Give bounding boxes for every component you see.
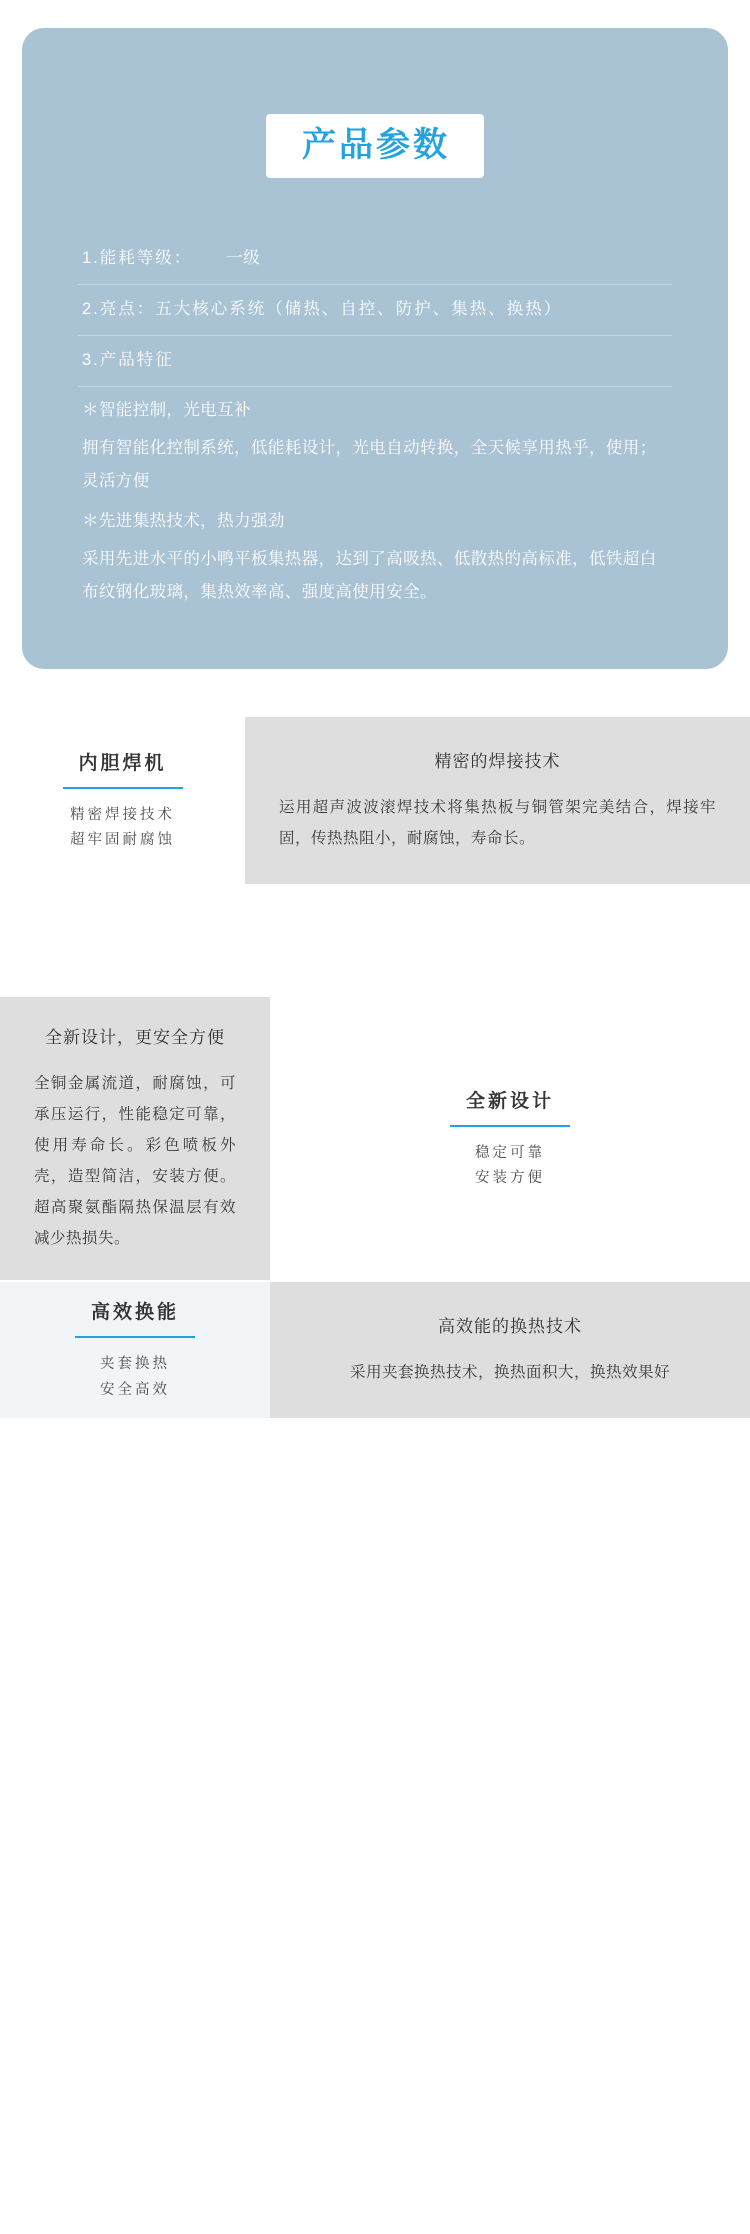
label-block-heat-exchange [0, 1297, 270, 1403]
feature-2-title: ＊先进集热技术，热力强劲 [82, 511, 285, 530]
spacer [0, 669, 750, 717]
section-new-design-text-cell [0, 997, 270, 1280]
section-new-design-label-cell [270, 997, 750, 1280]
label-sub-new-design-line2: 安装方便 [475, 1170, 545, 1187]
text-block-welding [245, 747, 750, 854]
spec-row-features [78, 336, 672, 387]
label-sub-welding-line2: 超牢固耐腐蚀 [70, 832, 175, 849]
hero-title-wrap [22, 114, 728, 178]
page-title: 产品参数 [266, 114, 484, 178]
label-title-welding: 内胆焊机 [78, 752, 167, 774]
label-sub-heat-exchange-line1: 夹套换热 [100, 1356, 170, 1373]
text-heading-new-design: 全新设计，更安全方便 [45, 1028, 225, 1048]
section-heat-exchange-label-cell [0, 1282, 270, 1418]
spec-row-energy-grade [78, 234, 672, 285]
spec-row-highlights [78, 285, 672, 336]
text-heading-welding: 精密的焊接技术 [434, 752, 561, 772]
spec-label-energy-grade: 1.能耗等级： [82, 249, 193, 267]
text-body-new-design: 全铜金属流道，耐腐蚀，可承压运行，性能稳定可靠，使用寿命长。彩色喷板外壳，造型简洁，安装方便。超高聚氨酯隔热保温层有效减少热损失。 [34, 1075, 236, 1248]
text-heading-heat-exchange: 高效能的换热技术 [438, 1317, 582, 1337]
spec-value-energy-grade: 一级 [226, 249, 261, 267]
accent-rule [63, 787, 183, 789]
text-block-heat-exchange [270, 1312, 750, 1388]
spec-label-features: 3.产品特征 [82, 350, 174, 369]
label-block-new-design [270, 1086, 750, 1192]
label-sub-heat-exchange-line2: 安全高效 [100, 1381, 170, 1398]
spec-label-highlights: 2.亮点：五大核心系统（储热、自控、防护、集热、换热） [82, 299, 563, 318]
label-sub-welding-line1: 精密焊接技术 [70, 806, 175, 823]
label-title-heat-exchange: 高效换能 [90, 1302, 179, 1324]
section-heat-exchange [0, 1282, 750, 1537]
spec-list [78, 234, 672, 609]
accent-rule [75, 1336, 195, 1338]
section-welding-label-cell [0, 717, 245, 884]
section-heat-exchange-text-cell [270, 1282, 750, 1418]
spacer-bottom [0, 1537, 750, 1727]
section-welding-text-cell [245, 717, 750, 884]
hero-panel [22, 28, 728, 669]
section-new-design [0, 997, 750, 1252]
feature-1-title: ＊智能控制，光电互补 [82, 400, 251, 419]
label-title-new-design: 全新设计 [465, 1090, 554, 1112]
label-sub-new-design-line1: 稳定可靠 [475, 1144, 545, 1161]
spacer [0, 967, 750, 997]
feature-1-body: 拥有智能化控制系统，低能耗设计，光电自动转换，全天候享用热乎，使用；灵活方便 [82, 438, 657, 490]
text-body-welding: 运用超声波波滚焊技术将集热板与铜管架完美结合，焊接牢固，传热热阻小，耐腐蚀，寿命长。 [279, 799, 716, 848]
text-body-heat-exchange: 采用夹套换热技术，换热面积大，换热效果好 [349, 1364, 670, 1382]
accent-rule [450, 1125, 570, 1127]
text-block-new-design [0, 1023, 270, 1254]
section-welding [0, 717, 750, 967]
label-block-welding [0, 748, 245, 854]
feature-2-body: 采用先进水平的小鸭平板集热器，达到了高吸热、低散热的高标准，低铁超白布纹钢化玻璃，集热效率高、强度高使用安全。 [82, 550, 657, 602]
